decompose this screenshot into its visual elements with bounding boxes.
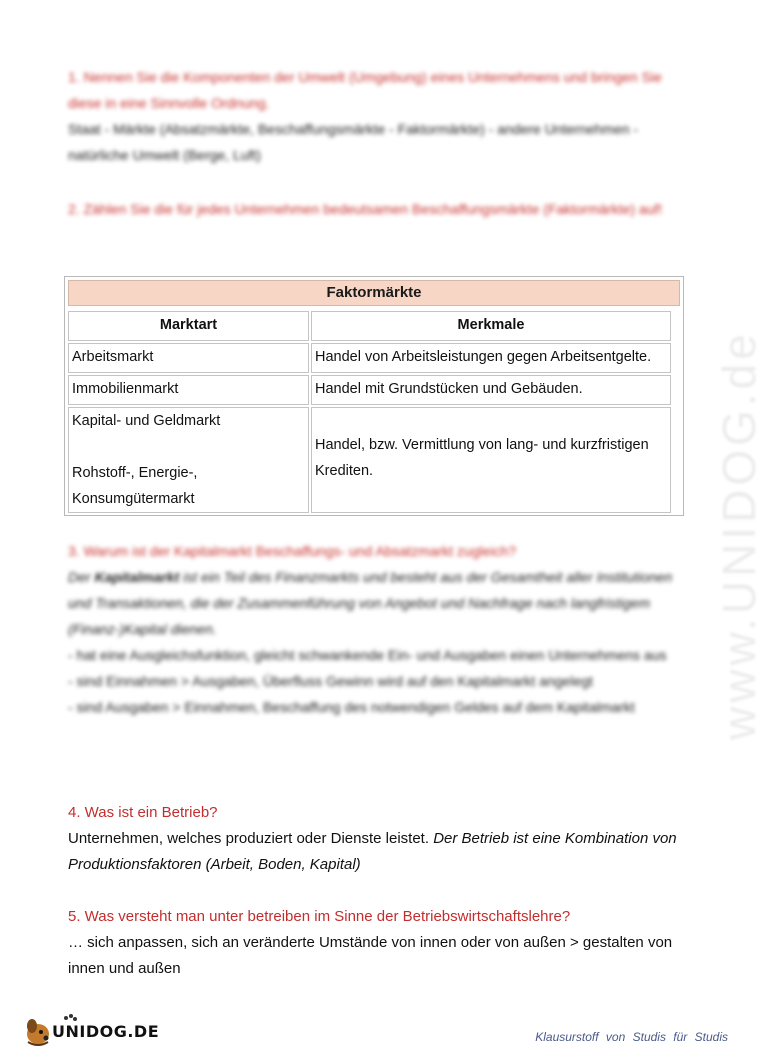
question-1: 1. Nennen Sie die Komponenten der Umwelt (Umgebung) eines Unternehmens und bringen Sie diese in eine Sinnvolle Ordnung.: [68, 69, 662, 111]
table-cell-marktart: Arbeitsmarkt: [68, 343, 309, 373]
answer-4-italic: Der Betrieb ist eine Kombination von Produktionsfaktoren (Arbeit, Boden, Kapital): [68, 830, 677, 873]
answer-5: … sich anpassen, sich an veränderte Umstände von innen oder von außen > gestalten von innen und außen: [68, 934, 673, 977]
table-cell-merkmale: Handel von Arbeitsleistungen gegen Arbeitsentgelte.: [311, 343, 671, 373]
footer-tagline: Klausurstoff von Studis für Studis: [535, 1030, 728, 1044]
table-cell-merkmale: Handel mit Grundstücken und Gebäuden.: [311, 375, 671, 405]
answer-3-post: ist ein Teil des Finanzmarkts und besteht aus der Gesamtheit aller Institutionen und Transaktionen, die der Zusammenführung von Angebot und Nachfrage nach langfristigem (Finanz-)Kapital dienen.: [68, 569, 673, 637]
answer-3-line: - sind Einnahmen > Ausgaben, Überfluss Gewinn wird auf den Kapitalmarkt angelegt: [68, 673, 593, 689]
faktormaerkte-table: [64, 276, 684, 516]
answer-4: [68, 826, 708, 878]
logo-text: UNIDOG.DE: [52, 1022, 160, 1041]
section-3: [68, 538, 688, 720]
answer-3-line: - hat eine Ausgleichsfunktion, gleicht schwankende Ein- und Ausgaben einen Unternehmens aus: [68, 647, 667, 663]
table-cell-marktart: Immobilienmarkt: [68, 375, 309, 405]
answer-4-plain: Unternehmen, welches produziert oder Dienste leistet.: [68, 830, 434, 847]
table-header-merkmale: Merkmale: [311, 311, 671, 341]
section-2: [68, 196, 688, 222]
section-4: [68, 800, 708, 878]
section-1: [68, 64, 688, 168]
answer-3-pre: Der: [68, 569, 95, 585]
table-cell-marktart: Rohstoff-, Energie-, Konsumgütermarkt: [72, 465, 198, 507]
table-cell-marktart: Kapital- und Geldmarkt: [72, 413, 221, 429]
answer-3: [68, 564, 688, 642]
question-3: 3. Warum ist der Kapitalmarkt Beschaffungs- und Absatzmarkt zugleich?: [68, 543, 517, 559]
answer-3-line: - sind Ausgaben > Einnahmen, Beschaffung des notwendigen Geldes auf dem Kapitalmarkt: [68, 699, 635, 715]
table-cell-merkmale: Handel, bzw. Vermittlung von lang- und kurzfristigen Krediten.: [311, 407, 671, 513]
question-5: 5. Was versteht man unter betreiben im Sinne der Betriebswirtschaftslehre?: [68, 908, 571, 925]
answer-1: Staat - Märkte (Absatzmärkte, Beschaffungsmärkte - Faktormärkte) - andere Unternehmen - natürliche Umwelt (Berge, Luft): [68, 121, 639, 163]
table-title: Faktormärkte: [68, 280, 680, 306]
table-header-marktart: Marktart: [68, 311, 309, 341]
watermark-text: www.UNIDOG.de: [713, 330, 765, 740]
question-4: 4. Was ist ein Betrieb?: [68, 804, 218, 821]
question-2: 2. Zählen Sie die für jedes Unternehmen bedeutsamen Beschaffungsmärkte (Faktormärkte) auf!: [68, 201, 663, 217]
section-5: [68, 904, 708, 982]
table-cell-marktart-group: [68, 407, 309, 513]
answer-3-bold: Kapitalmarkt: [94, 569, 180, 585]
